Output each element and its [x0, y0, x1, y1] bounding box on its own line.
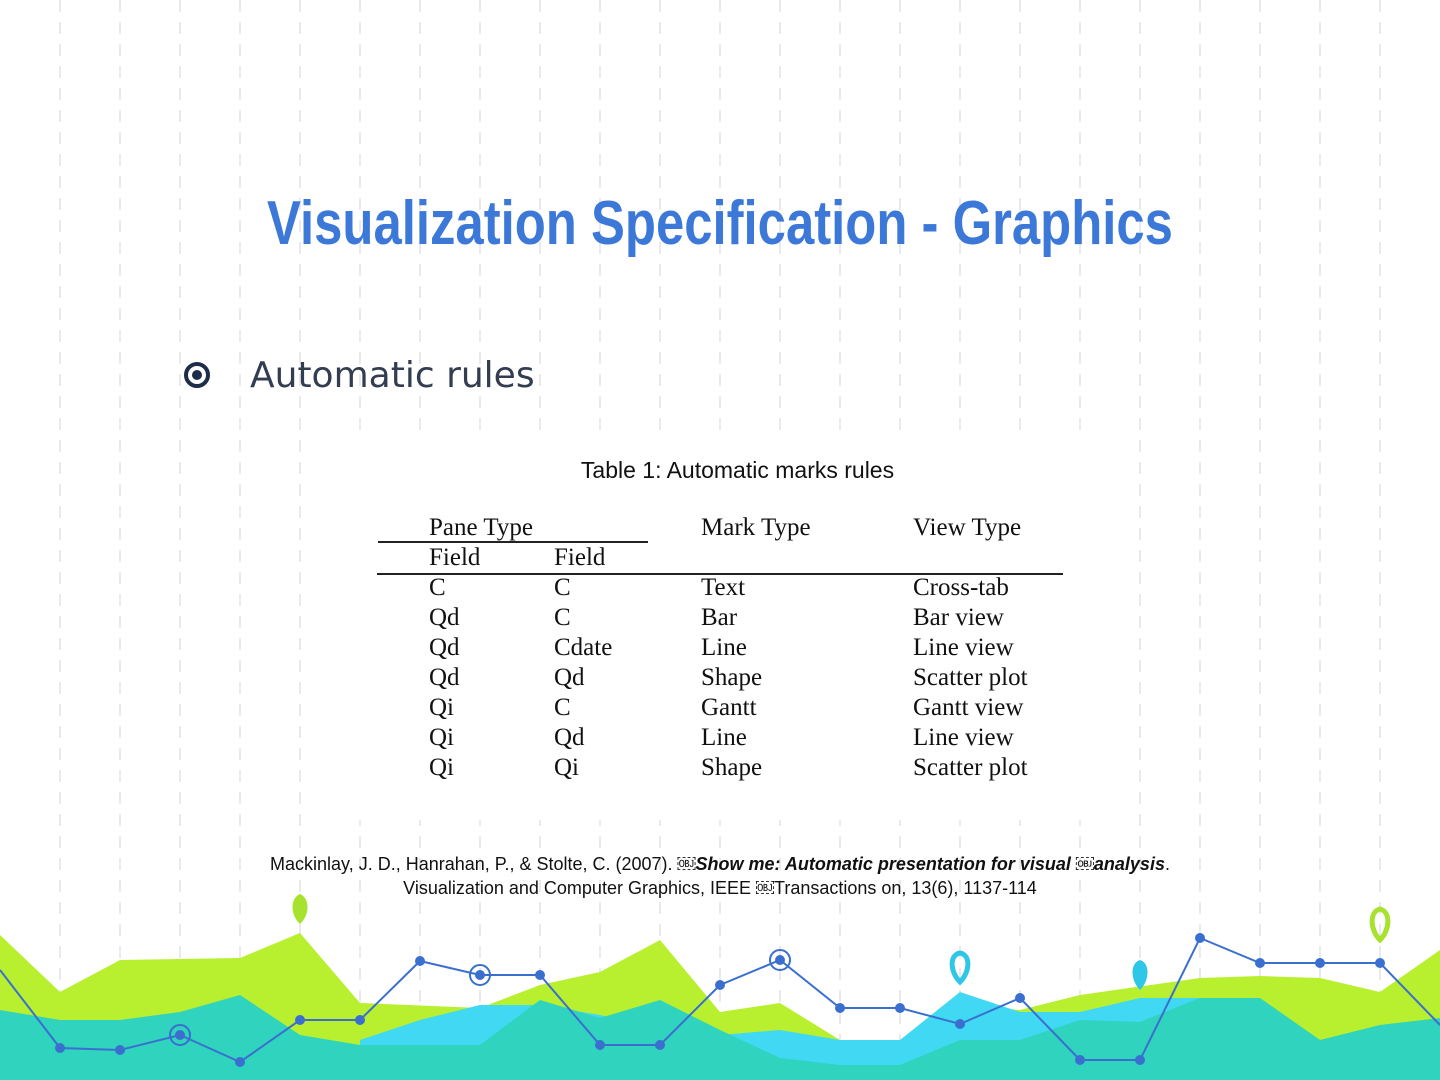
- citation-line-2: Visualization and Computer Graphics, IEEE ￼Transactions on, 13(6), 1137-114: [403, 878, 1037, 898]
- table-cell: Qi: [554, 754, 579, 781]
- citation-period: .: [1164, 854, 1170, 874]
- table-cell: Gantt: [701, 694, 757, 721]
- table-cell: Line view: [913, 724, 1014, 751]
- table-cell: Gantt view: [913, 694, 1024, 721]
- table-cell: Shape: [701, 664, 763, 691]
- bullet-item: [184, 350, 535, 400]
- table-cell: C: [554, 574, 571, 601]
- table-row: [377, 633, 1063, 663]
- mark-type-header: Mark Type: [701, 514, 811, 541]
- cyan-pin-icon: [1133, 960, 1148, 990]
- table-row: [377, 573, 1063, 603]
- table-cell: Qi: [429, 724, 454, 751]
- table-cell: C: [429, 574, 446, 601]
- table-cell: C: [554, 604, 571, 631]
- decorative-landscape: [0, 880, 1440, 1080]
- table-cell: Cdate: [554, 634, 613, 661]
- table-cell: Qd: [429, 664, 460, 691]
- table-cell: Qd: [554, 664, 585, 691]
- marks-rules-table-figure: [355, 435, 1085, 820]
- table-subheader-row: [377, 543, 1063, 573]
- table-cell: Qd: [429, 604, 460, 631]
- table-cell: Bar view: [913, 604, 1004, 631]
- table-cell: Qi: [429, 754, 454, 781]
- field-header-1: Field: [429, 544, 481, 571]
- lime-pin-icon: [293, 894, 308, 924]
- table-row: [377, 723, 1063, 753]
- pane-type-header: Pane Type: [429, 514, 534, 541]
- table-cell: Text: [701, 574, 746, 601]
- table-cell: Qd: [429, 634, 460, 661]
- table-row: [377, 693, 1063, 723]
- table-cell: Bar: [701, 604, 738, 631]
- table-row: [377, 753, 1063, 783]
- table-caption: Table 1: Automatic marks rules: [580, 457, 895, 483]
- teal-ground-shape: [0, 995, 1440, 1080]
- table-cell: Line view: [913, 634, 1014, 661]
- bullet-text: Automatic rules: [250, 354, 535, 396]
- table-row: [377, 603, 1063, 633]
- field-header-2: Field: [554, 544, 606, 571]
- table-cell: Scatter plot: [913, 754, 1028, 781]
- table-cell: Qi: [429, 694, 454, 721]
- citation-line-1: [0, 852, 1440, 876]
- table-row: [377, 663, 1063, 693]
- marks-rules-table: [377, 513, 1063, 783]
- slide-title: Visualization Specification - Graphics: [267, 189, 1173, 258]
- table-cell: Line: [701, 724, 747, 751]
- radio-bullet-icon: [184, 362, 210, 388]
- citation-authors: Mackinlay, J. D., Hanrahan, P., & Stolte, C. (2007). ￼: [270, 854, 696, 874]
- table-cell: Shape: [701, 754, 763, 781]
- lime-pin-outline-icon: [1372, 909, 1388, 940]
- table-cell: Cross-tab: [913, 574, 1009, 601]
- citation-title: Show me: Automatic presentation for visual ￼analysis: [695, 854, 1165, 874]
- table-cell: Scatter plot: [913, 664, 1028, 691]
- table-cell: Line: [701, 634, 747, 661]
- table-cell: Qd: [554, 724, 585, 751]
- view-type-header: View Type: [913, 514, 1022, 541]
- table-cell: C: [554, 694, 571, 721]
- cyan-pin-outline-icon: [952, 953, 968, 982]
- table-header-row: [377, 513, 1063, 543]
